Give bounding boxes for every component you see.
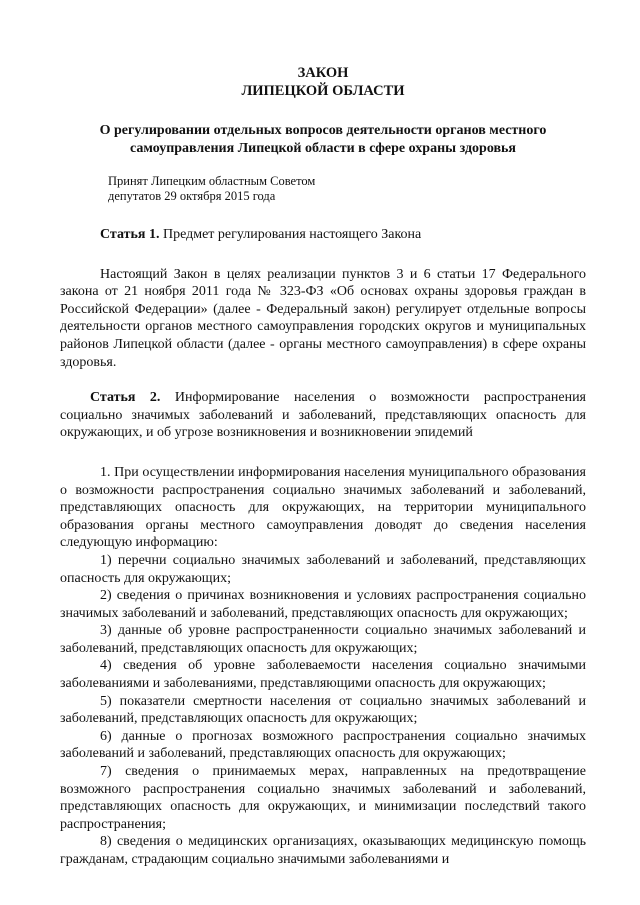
- adoption-note: [108, 174, 586, 204]
- article-1-heading: [60, 226, 586, 244]
- law-label: ЗАКОН: [297, 65, 349, 81]
- article-2-item-1: 1. При осуществлении информирования населения муниципального образования о возможности распространения социально значимых заболеваний и заболеваний, представляющих опасность для окружающих, на территории муниципального образования органы местного самоуправления доводят до сведения населения следующую информацию:: [60, 464, 586, 551]
- adoption-line-2: депутатов 29 октября 2015 года: [108, 189, 276, 203]
- article-2-subitem-8: 8) сведения о медицинских организациях, оказывающих медицинскую помощь гражданам, страдающим социально значимыми заболеваниями и: [60, 834, 586, 867]
- article-1-title: Предмет регулирования настоящего Закона: [159, 227, 422, 242]
- article-1-label: Статья 1.: [100, 227, 160, 242]
- adoption-line-1: Принят Липецким областным Советом: [108, 174, 316, 188]
- article-2-heading: [60, 389, 586, 442]
- article-2-title: Информирование населения о возможности распространения социально значимых заболеваний и заболеваний, представляющих опасность для окружающих, и об угрозе возникновения и возникновении эпидемий: [60, 390, 586, 441]
- law-title-line-2: самоуправления Липецкой области в сфере охраны здоровья: [129, 140, 517, 156]
- document-page: [60, 0, 586, 869]
- article-2-subitem-4: 4) сведения об уровне заболеваемости населения социально значимыми заболеваниями и заболеваниями, представляющими опасность для окружающих;: [60, 658, 586, 692]
- article-1-paragraph: Настоящий Закон в целях реализации пунктов 3 и 6 статьи 17 Федерального закона от 21 ноября 2011 года № 323-ФЗ «Об основах охраны здоровья граждан в Российской Федерации» (далее - Федеральный закон) регулирует отдельные вопросы деятельности органов местного самоуправления городских округов и муниципальных районов Липецкой области (далее - органы местного самоуправления) в сфере охраны здоровья.: [60, 266, 586, 370]
- article-2-subitem-7: 7) сведения о принимаемых мерах, направленных на предотвращение возможного распространения социально значимых заболеваний и заболеваний, представляющих опасность для окружающих, и минимизации последствий такого распространения;: [60, 764, 586, 832]
- law-title: [60, 122, 586, 157]
- region-label: ЛИПЕЦКОЙ ОБЛАСТИ: [241, 83, 405, 99]
- article-2-subitem-6: 6) данные о прогнозах возможного распространения социально значимых заболеваний и заболеваний, представляющих опасность для окружающих;: [60, 728, 586, 762]
- article-2-subitem-5: 5) показатели смертности населения от социально значимых заболеваний и заболеваний, представляющих опасность для окружающих;: [60, 693, 586, 727]
- article-2-subitem-2: 2) сведения о причинах возникновения и условиях распространения социально значимых заболеваний и заболеваний, представляющих опасность для окружающих;: [60, 588, 586, 621]
- article-2-subitem-3: 3) данные об уровне распространенности социально значимых заболеваний и заболеваний, представляющих опасность для окружающих;: [60, 623, 586, 656]
- article-2-subitem-1: 1) перечни социально значимых заболеваний и заболеваний, представляющих опасность для окружающих;: [60, 552, 586, 586]
- article-2-label: Статья 2.: [90, 390, 161, 406]
- law-title-line-1: О регулировании отдельных вопросов деятельности органов местного: [99, 123, 547, 138]
